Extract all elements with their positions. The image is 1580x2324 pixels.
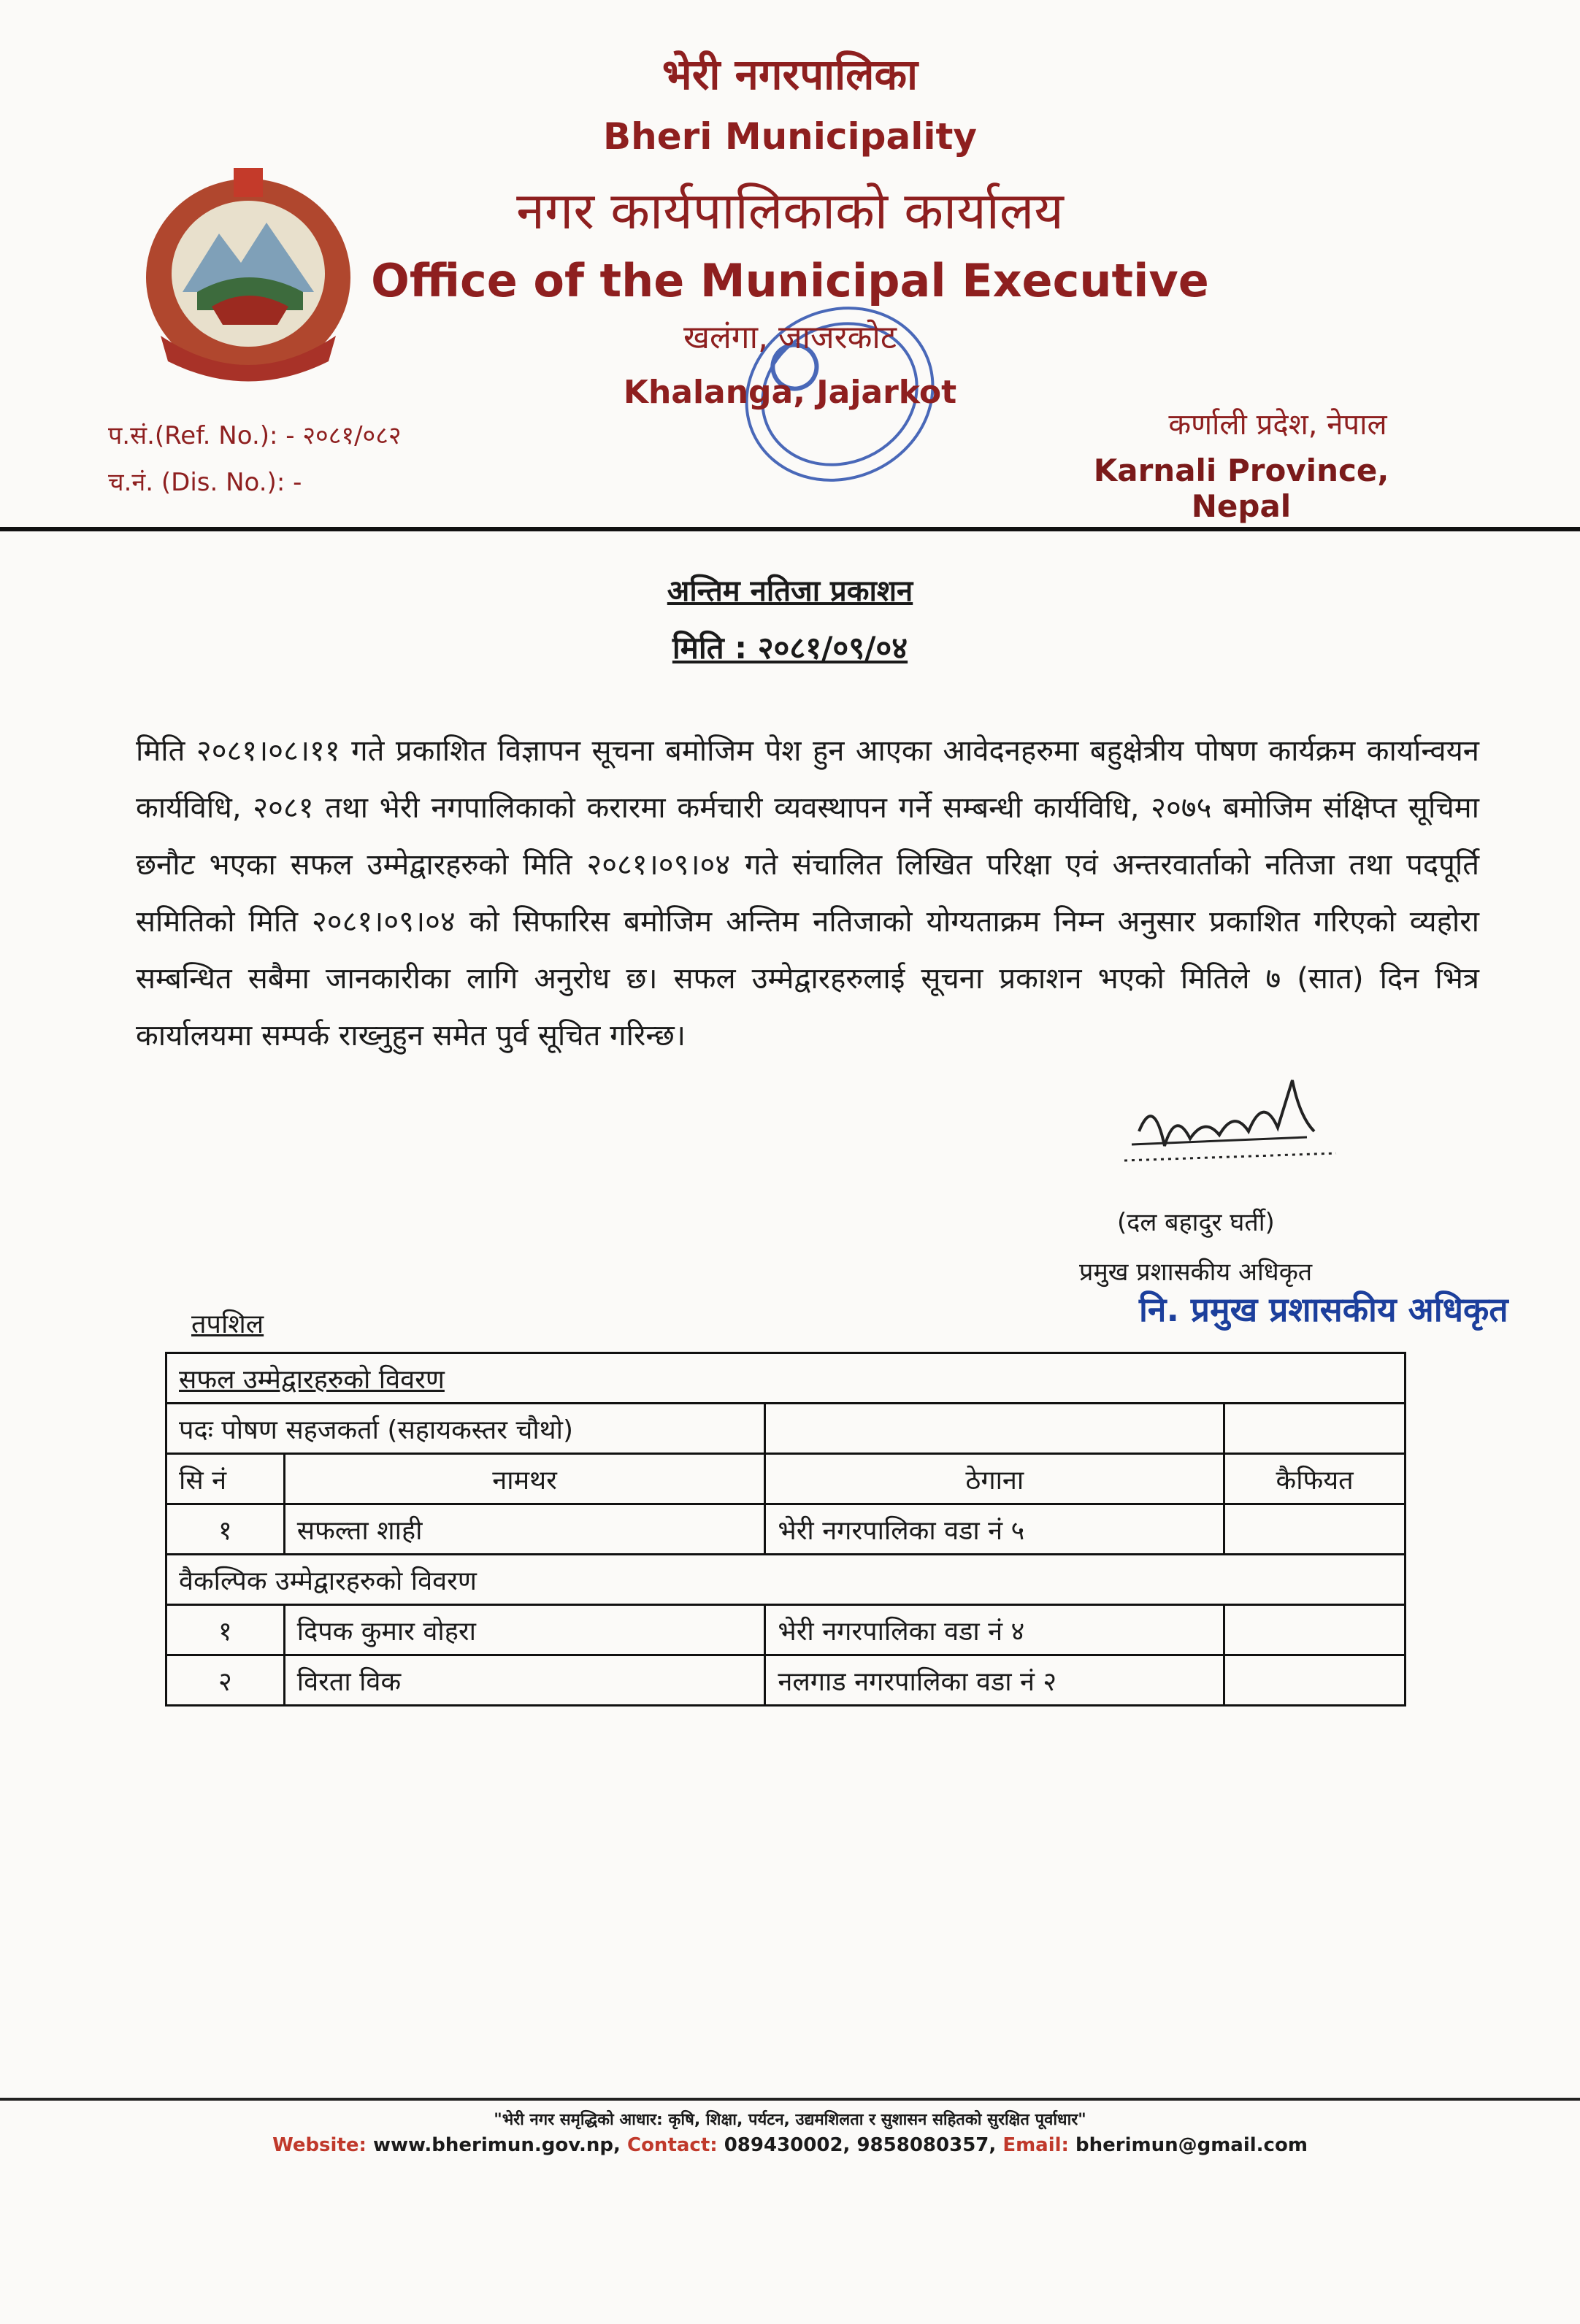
cell-name: विरता विक (284, 1655, 765, 1706)
signatory-name: (दल बहादुर घर्ती) (1117, 1208, 1275, 1237)
col-header-address: ठेगाना (765, 1454, 1224, 1504)
province-english: Karnali Province, Nepal (1093, 453, 1389, 524)
footer-divider (0, 2098, 1580, 2101)
website-link[interactable]: www.bherimun.gov.np, (372, 2134, 621, 2156)
cell-name: दिपक कुमार वोहरा (284, 1605, 765, 1655)
location-english: Khalanga, Jajarkot (623, 374, 957, 411)
cell-remarks (1224, 1655, 1405, 1706)
annex-label: तपशिल (191, 1309, 264, 1339)
cell-address: भेरी नगरपालिका वडा नं ४ (765, 1605, 1224, 1655)
dispatch-number: च.नं. (Dis. No.): - (108, 468, 302, 497)
header-divider (0, 527, 1580, 531)
contact-label: Contact: (626, 2134, 718, 2156)
col-header-sn: सि नं (166, 1454, 285, 1504)
website-label: Website: (272, 2134, 367, 2156)
cell-sn: १ (166, 1504, 285, 1555)
notice-date: मिति : २०८१/०९/०४ (672, 630, 908, 666)
col-header-name: नामथर (284, 1454, 765, 1504)
reference-number: प.सं.(Ref. No.): - २०८१/०८२ (108, 421, 402, 450)
location-nepali: खलंगा, जाजरकोट (683, 319, 897, 356)
footer-slogan: "भेरी नगर समृद्धिको आधार: कृषि, शिक्षा, पर्यटन, उद्यमशिलता र सुशासन सहितको सुरक्षित पूर्वाधार" (494, 2111, 1086, 2129)
municipality-name-english: Bheri Municipality (603, 115, 977, 158)
office-name-english: Office of the Municipal Executive (371, 254, 1209, 307)
table-heading: सफल उम्मेद्वारहरुको विवरण (179, 1364, 445, 1395)
cell-remarks (1224, 1605, 1405, 1655)
alternate-heading: वैकल्पिक उम्मेद्वारहरुको विवरण (166, 1555, 1405, 1605)
email-label: Email: (1002, 2134, 1069, 2156)
table-heading-row (166, 1353, 1405, 1404)
table-row (166, 1655, 1405, 1706)
cell-address: भेरी नगरपालिका वडा नं ५ (765, 1504, 1224, 1555)
notice-body: मिति २०८१।०८।११ गते प्रकाशित विज्ञापन सूचना बमोजिम पेश हुन आएका आवेदनहरुमा बहुक्षेत्रीय पोषण कार्यक्रम कार्यान्वयन कार्यविधि, २०८१ तथा भेरी नगपालिकाको करारमा कर्मचारी व्यवस्थापन गर्ने सम्बन्धी कार्यविधि, २०७५ बमोजिम संक्षिप्त सूचिमा छनौट भएका सफल उम्मेद्वारहरुको मिति २०८१।०९।०४ गते संचालित लिखित परिक्षा एवं अन्तरवार्ताको नतिजा तथा पदपूर्ति समितिको मिति २०८१।०९।०४ को सिफारिस बमोजिम अन्तिम नतिजाको योग्यताक्रम निम्न अनुसार प्रकाशित गरिएको व्यहोरा सम्बन्धित सबैमा जानकारीका लागि अनुरोध छ। सफल उम्मेद्वारहरुलाई सूचना प्रकाशन भएको मितिले ७ (सात) दिन भित्र कार्यालयमा सम्पर्क राख्नुहुन समेत पुर्व सूचित गरिन्छ। (136, 734, 1479, 1053)
office-name-nepali: नगर कार्यपालिकाको कार्यालय (516, 181, 1064, 241)
cell-name: सफल्ता शाही (284, 1504, 765, 1555)
results-table (165, 1352, 1406, 1707)
notice-title: अन्तिम नतिजा प्रकाशन (667, 574, 913, 608)
contact-numbers: 089430002, 9858080357, (724, 2134, 997, 2156)
cell-address: नलगाड नगरपालिका वडा नं २ (765, 1655, 1224, 1706)
cell-sn: २ (166, 1655, 285, 1706)
table-row (166, 1605, 1405, 1655)
signature-mark (1095, 1066, 1358, 1197)
post-cell: पदः पोषण सहजकर्ता (सहायकस्तर चौथो) (166, 1404, 765, 1454)
designation-stamp: नि. प्रमुख प्रशासकीय अधिकृत (1139, 1290, 1508, 1329)
cell-sn: १ (166, 1605, 285, 1655)
municipality-name-nepali: भेरी नगरपालिका (661, 50, 919, 99)
column-header-row (166, 1454, 1405, 1504)
cell-remarks (1224, 1504, 1405, 1555)
email-link[interactable]: bherimun@gmail.com (1075, 2134, 1308, 2156)
signatory-designation: प्रमुख प्रशासकीय अधिकृत (1079, 1258, 1313, 1287)
post-row (166, 1404, 1405, 1454)
footer-contact (0, 2134, 1580, 2156)
col-header-remarks: कैफियत (1224, 1454, 1405, 1504)
alternate-heading-row (166, 1555, 1405, 1605)
province-nepali: कर्णाली प्रदेश, नेपाल (1168, 408, 1387, 442)
table-row (166, 1504, 1405, 1555)
